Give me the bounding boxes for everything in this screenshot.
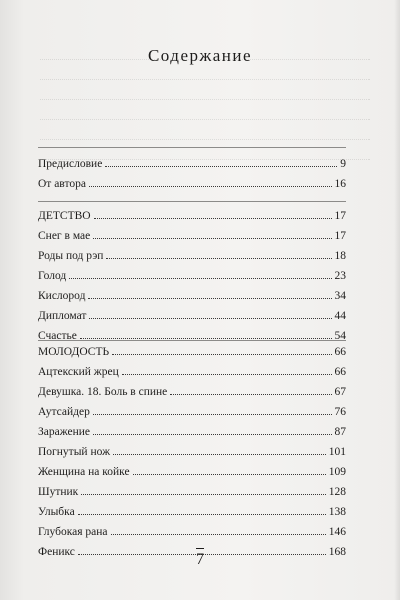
toc-section-youth — [38, 342, 346, 562]
section-divider — [38, 340, 346, 341]
toc-entry-page: 146 — [328, 526, 346, 538]
toc-section-front-matter — [38, 154, 346, 194]
toc-entry[interactable] — [38, 442, 346, 462]
leader-dots — [112, 354, 331, 355]
toc-entry-title: Роды под рэп — [38, 250, 104, 262]
toc-entry-page: 34 — [334, 290, 346, 302]
toc-entry[interactable] — [38, 402, 346, 422]
toc-entry-page: 16 — [334, 178, 346, 190]
toc-entry-title: Голод — [38, 270, 67, 282]
toc-entry[interactable] — [38, 286, 346, 306]
toc-entry-title: Кислород — [38, 290, 86, 302]
toc-entry-page: 44 — [334, 310, 346, 322]
toc-entry-page: 54 — [334, 330, 346, 342]
toc-entry[interactable] — [38, 462, 346, 482]
toc-entry-page: 76 — [334, 406, 346, 418]
page-number-text: 7 — [196, 551, 204, 568]
toc-entry-title: Счастье — [38, 330, 77, 342]
toc-entry-page: 23 — [334, 270, 346, 282]
toc-entry-title: ДЕТСТВО — [38, 210, 91, 222]
leader-dots — [133, 474, 326, 475]
toc-entry[interactable] — [38, 154, 346, 174]
toc-entry[interactable] — [38, 306, 346, 326]
toc-entry-title: Дипломат — [38, 310, 87, 322]
leader-dots — [111, 534, 326, 535]
leader-dots — [93, 414, 332, 415]
toc-entry-title: Глубокая рана — [38, 526, 108, 538]
toc-entry-page: 17 — [334, 210, 346, 222]
toc-entry[interactable] — [38, 502, 346, 522]
toc-entry-title: Погнутый нож — [38, 446, 111, 458]
leader-dots — [106, 258, 331, 259]
toc-entry[interactable] — [38, 246, 346, 266]
toc-entry-page: 101 — [328, 446, 346, 458]
page-edge-shadow — [394, 0, 400, 600]
section-divider — [38, 201, 346, 202]
leader-dots — [89, 186, 332, 187]
toc-entry-title: МОЛОДОСТЬ — [38, 346, 110, 358]
toc-entry[interactable] — [38, 362, 346, 382]
toc-entry-page: 128 — [328, 486, 346, 498]
folio-mark — [196, 548, 204, 549]
toc-entry-page: 87 — [334, 426, 346, 438]
leader-dots — [122, 374, 332, 375]
page-number — [0, 548, 400, 569]
toc-part-heading[interactable] — [38, 342, 346, 362]
leader-dots — [78, 514, 326, 515]
toc-entry-title: От автора — [38, 178, 86, 190]
toc-entry-title: Шутник — [38, 486, 79, 498]
toc-entry[interactable] — [38, 482, 346, 502]
leader-dots — [69, 278, 331, 279]
toc-section-childhood — [38, 206, 346, 346]
toc-entry-title: Феникс — [38, 546, 75, 558]
toc-entry[interactable] — [38, 522, 346, 542]
leader-dots — [105, 166, 337, 167]
toc-entry-page: 138 — [328, 506, 346, 518]
leader-dots — [113, 454, 326, 455]
toc-entry-page: 66 — [334, 366, 346, 378]
section-divider — [38, 147, 346, 148]
leader-dots — [81, 494, 325, 495]
toc-entry[interactable] — [38, 266, 346, 286]
toc-entry-title: Девушка. 18. Боль в спине — [38, 386, 168, 398]
toc-entry-page: 18 — [334, 250, 346, 262]
toc-entry-title: Женщина на койке — [38, 466, 130, 478]
toc-entry-title: Ацтекский жрец — [38, 366, 119, 378]
toc-entry-page: 67 — [334, 386, 346, 398]
toc-entry-title: Аутсайдер — [38, 406, 90, 418]
leader-dots — [93, 238, 331, 239]
leader-dots — [93, 434, 331, 435]
leader-dots — [88, 298, 331, 299]
toc-entry-page: 109 — [328, 466, 346, 478]
toc-entry-page: 9 — [340, 158, 346, 170]
toc-entry[interactable] — [38, 226, 346, 246]
toc-entry[interactable] — [38, 174, 346, 194]
toc-part-heading[interactable] — [38, 206, 346, 226]
leader-dots — [170, 394, 331, 395]
toc-entry-page: 17 — [334, 230, 346, 242]
leader-dots — [94, 218, 332, 219]
toc-entry[interactable] — [38, 382, 346, 402]
toc-entry-page: 66 — [334, 346, 346, 358]
toc-entry-title: Снег в мае — [38, 230, 91, 242]
page-title: Содержание — [147, 46, 253, 65]
toc-entry-page: 168 — [328, 546, 346, 558]
toc-entry-title: Предисловие — [38, 158, 103, 170]
toc-entry[interactable] — [38, 422, 346, 442]
toc-entry-title: Улыбка — [38, 506, 75, 518]
leader-dots — [89, 318, 331, 319]
toc-entry-title: Заражение — [38, 426, 91, 438]
leader-dots — [80, 338, 332, 339]
